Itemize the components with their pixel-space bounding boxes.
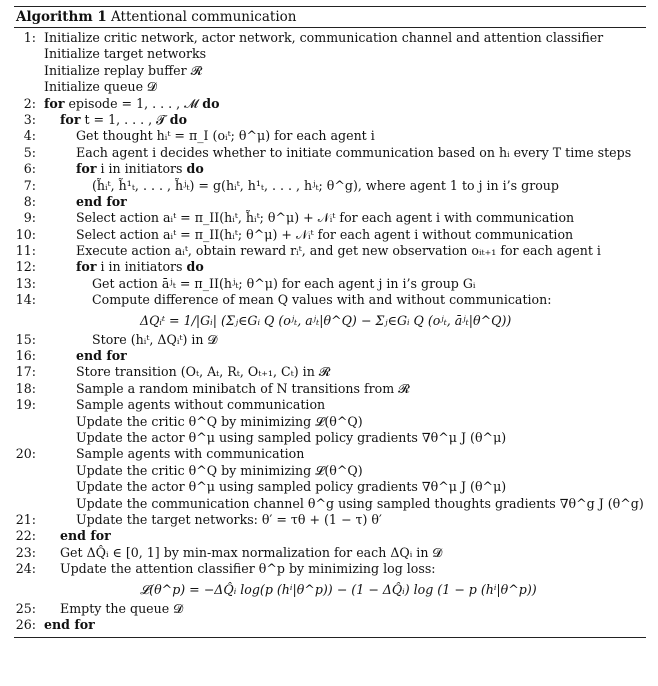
line-number: 5: — [23, 144, 36, 160]
line-text: Empty the queue 𝓓 — [60, 600, 183, 616]
line-text: Update the attention classifier θ^p by minimizing log loss: — [60, 561, 436, 577]
line-text: Sample agents without communication — [76, 397, 326, 413]
line-number: 14: — [15, 292, 36, 308]
algorithm-line — [14, 601, 646, 617]
line-text: Execute action aᵢᵗ, obtain reward rᵢᵗ, and get new observation oᵢₜ₊₁ for each agent i — [76, 243, 601, 259]
line-text: Each agent i decides whether to initiate communication based on hᵢ every T time steps — [76, 144, 632, 160]
algorithm-line — [14, 463, 646, 479]
line-text: end for — [60, 528, 111, 544]
algorithm-line — [14, 161, 646, 177]
algorithm-line — [14, 243, 646, 259]
algorithm-line — [14, 545, 646, 561]
algorithm-line — [14, 381, 646, 397]
line-number: 11: — [15, 243, 36, 259]
line-text: Compute difference of mean Q values with and without communication: — [92, 292, 552, 308]
line-number: 10: — [15, 226, 36, 242]
algorithm-line — [14, 528, 646, 544]
line-number: 6: — [23, 161, 36, 177]
algorithm-line — [14, 128, 646, 144]
line-number: 17: — [15, 364, 36, 380]
line-text: for t = 1, . . . , 𝓣 do — [60, 111, 187, 127]
algorithm-line — [14, 348, 646, 364]
algorithm-line — [14, 46, 646, 62]
line-text: 𝓛(θ^p) = −ΔQ̂ᵢ log(p (hⁱ|θ^p)) − (1 − ΔQ̂ᵢ) log (1 − p (hⁱ|θ^p)) — [140, 581, 537, 597]
line-number: 15: — [15, 331, 36, 347]
line-text: Get ΔQ̂ᵢ ∈ [0, 1] by min-max normalization for each ΔQᵢ in 𝓓 — [60, 544, 443, 560]
line-text: Sample agents with communication — [76, 446, 305, 462]
line-number: 24: — [15, 561, 36, 577]
line-number: 13: — [15, 275, 36, 291]
algorithm-line — [14, 96, 646, 112]
line-number: 9: — [23, 210, 36, 226]
algorithm-line — [14, 364, 646, 380]
algorithm-equation — [14, 578, 646, 601]
line-text: Update the communication channel θ^g using sampled thoughts gradients ∇θ^g J (θ^g) — [76, 495, 644, 511]
line-text: Update the actor θ^μ using sampled policy gradients ∇θ^μ J (θ^μ) — [76, 479, 507, 495]
algorithm-body — [14, 28, 646, 633]
algorithm-line — [14, 30, 646, 46]
line-text: Select action aᵢᵗ = π_II(hᵢᵗ, h̃ᵢᵗ; θ^μ) + 𝒩ᵢᵗ for each agent i with communication — [76, 210, 575, 226]
line-text: Update the critic θ^Q by minimizing 𝓛(θ^Q) — [76, 413, 363, 429]
line-text: Update the critic θ^Q by minimizing 𝓛(θ^Q) — [76, 462, 363, 478]
line-text: Update the target networks: θ′ = τθ + (1 − τ) θ′ — [76, 511, 382, 527]
algorithm-line — [14, 145, 646, 161]
line-number: 19: — [15, 397, 36, 413]
line-number: 16: — [15, 348, 36, 364]
algorithm-box — [14, 6, 646, 638]
line-text: for i in initiators do — [76, 161, 204, 177]
algorithm-equation — [14, 309, 646, 332]
line-number: 4: — [23, 128, 36, 144]
algorithm-header — [14, 7, 646, 27]
algorithm-line — [14, 194, 646, 210]
line-number: 18: — [15, 380, 36, 396]
algorithm-line — [14, 414, 646, 430]
line-text: Initialize replay buffer 𝓡 — [44, 62, 203, 78]
line-text: ΔQᵢᵗ = 1/|Gᵢ| (Σⱼ∈Gᵢ Q (oʲₜ, aʲₜ|θ^Q) − Σⱼ∈Gᵢ Q (oʲₜ, āʲₜ|θ^Q)) — [140, 312, 512, 328]
line-text: for episode = 1, . . . , 𝓜 do — [44, 95, 220, 111]
algorithm-line — [14, 276, 646, 292]
line-number: 3: — [23, 111, 36, 127]
algorithm-line — [14, 617, 646, 633]
line-text: (h̃ᵢᵗ, h̃¹ₜ, . . . , h̃ʲₜ) = g(hᵢᵗ, h¹ₜ, . . . , hʲₜ; θ^g), where agent 1 to j in i’s group — [92, 177, 559, 193]
line-number: 20: — [15, 446, 36, 462]
algorithm-line — [14, 210, 646, 226]
algorithm-line — [14, 479, 646, 495]
algorithm-line — [14, 79, 646, 95]
algorithm-line — [14, 112, 646, 128]
algorithm-label: Algorithm 1 — [16, 9, 107, 25]
line-number: 22: — [15, 528, 36, 544]
algorithm-line — [14, 496, 646, 512]
line-number: 2: — [23, 95, 36, 111]
bottom-rule — [14, 637, 646, 638]
algorithm-line — [14, 227, 646, 243]
algorithm-line — [14, 446, 646, 462]
line-text: Get action āʲₜ = π_II(hʲₜ; θ^μ) for each agent j in i’s group Gᵢ — [92, 275, 476, 291]
line-number: 12: — [15, 259, 36, 275]
line-number: 23: — [15, 544, 36, 560]
algorithm-line — [14, 332, 646, 348]
line-text: Initialize queue 𝓓 — [44, 79, 157, 95]
algorithm-line — [14, 178, 646, 194]
line-text: Sample a random minibatch of N transitions from 𝓡 — [76, 380, 410, 396]
line-text: Initialize target networks — [44, 46, 207, 62]
algorithm-line — [14, 259, 646, 275]
algorithm-line — [14, 512, 646, 528]
line-text: Store (hᵢᵗ, ΔQᵢᵗ) in 𝓓 — [92, 331, 218, 347]
algorithm-line — [14, 430, 646, 446]
line-number: 21: — [15, 511, 36, 527]
line-text: Update the actor θ^μ using sampled policy gradients ∇θ^μ J (θ^μ) — [76, 429, 507, 445]
line-text: end for — [76, 348, 127, 364]
algorithm-line — [14, 561, 646, 577]
line-text: end for — [76, 193, 127, 209]
algorithm-line — [14, 292, 646, 308]
algorithm-title: Attentional communication — [111, 9, 297, 25]
line-text: Select action aᵢᵗ = π_II(hᵢᵗ; θ^μ) + 𝒩ᵢᵗ for each agent i without communication — [76, 226, 574, 242]
line-text: Get thought hᵢᵗ = π_I (oᵢᵗ; θ^μ) for each agent i — [76, 128, 375, 144]
line-number: 8: — [23, 193, 36, 209]
line-text: Initialize critic network, actor network, communication channel and attention classifier — [44, 30, 604, 45]
line-text: for i in initiators do — [76, 259, 204, 275]
line-number: 7: — [23, 177, 36, 193]
line-text: end for — [44, 616, 95, 632]
line-number: 25: — [15, 600, 36, 616]
line-text: Store transition (Oₜ, Aₜ, Rₜ, Oₜ₊₁, Cₜ) in 𝓡 — [76, 364, 331, 380]
line-number: 1: — [23, 30, 36, 45]
algorithm-line — [14, 397, 646, 413]
line-number: 26: — [15, 616, 36, 632]
algorithm-line — [14, 63, 646, 79]
